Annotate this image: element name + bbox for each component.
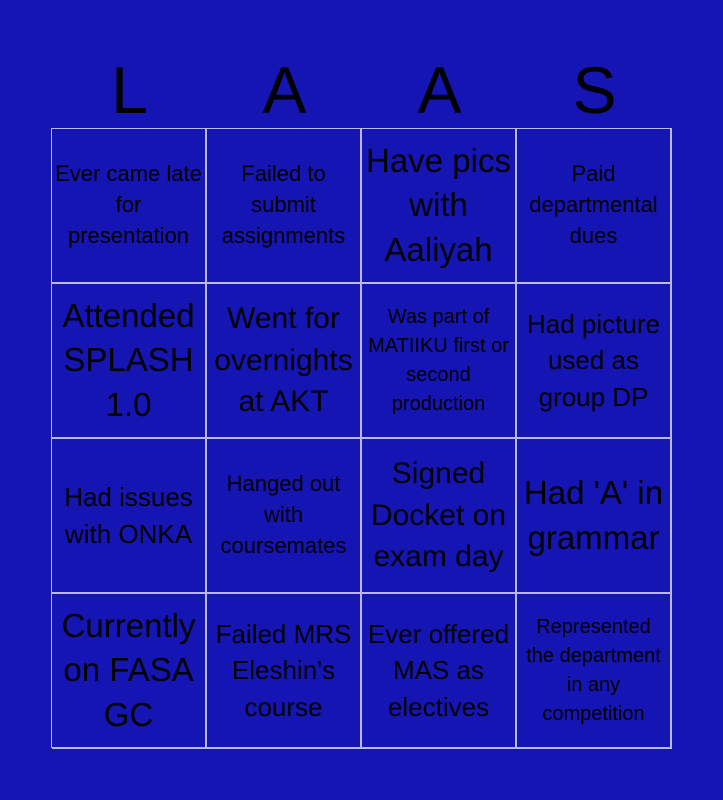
title-letter-1: L — [111, 53, 148, 127]
bingo-cell-r1c2[interactable] — [207, 129, 362, 284]
bingo-cell-r2c4[interactable] — [517, 284, 672, 439]
bingo-cell-text: Ever offered MAS as electives — [367, 618, 510, 722]
bingo-cell-text: Had 'A' in grammar — [523, 473, 664, 556]
bingo-cell-text: Signed Docket on exam day — [370, 457, 507, 574]
bingo-board — [51, 128, 672, 748]
bingo-cell-text: Currently on FASA GC — [61, 606, 196, 733]
bingo-cell-r3c1[interactable] — [52, 439, 207, 594]
bingo-cell-r1c4[interactable] — [517, 129, 672, 284]
bingo-cell-r3c4[interactable] — [517, 439, 672, 594]
bingo-cell-r4c2[interactable] — [207, 594, 362, 749]
bingo-cell-r4c3[interactable] — [362, 594, 517, 749]
bingo-title — [52, 50, 672, 130]
bingo-cell-r2c3[interactable] — [362, 284, 517, 439]
bingo-cell-text: Had picture used as group DP — [527, 308, 660, 412]
bingo-cell-r3c2[interactable] — [207, 439, 362, 594]
bingo-cell-text: Failed MRS Eleshin's course — [215, 618, 352, 722]
bingo-cell-text: Failed to submit assignments — [221, 161, 346, 248]
bingo-cell-r2c2[interactable] — [207, 284, 362, 439]
bingo-cell-r4c4[interactable] — [517, 594, 672, 749]
bingo-cell-r4c1[interactable] — [52, 594, 207, 749]
bingo-cell-r1c3[interactable] — [362, 129, 517, 284]
bingo-cell-text: Ever came late for presentation — [55, 161, 202, 248]
bingo-cell-text: Had issues with ONKA — [64, 482, 193, 549]
bingo-cell-text: Went for overnights at AKT — [214, 302, 353, 419]
bingo-cell-text: Have pics with Aaliyah — [366, 141, 511, 268]
title-letter-4: S — [572, 53, 617, 127]
bingo-cell-r3c3[interactable] — [362, 439, 517, 594]
bingo-cell-text: Was part of MATIIKU first or second production — [368, 305, 509, 415]
bingo-cell-text: Hanged out with coursemates — [220, 471, 347, 558]
title-letter-3: A — [417, 53, 462, 127]
bingo-cell-text: Represented the department in any competition — [526, 615, 661, 725]
bingo-cell-r2c1[interactable] — [52, 284, 207, 439]
bingo-cell-text: Paid departmental dues — [529, 161, 658, 248]
title-letter-2: A — [262, 53, 307, 127]
bingo-cell-r1c1[interactable] — [52, 129, 207, 284]
bingo-cell-text: Attended SPLASH 1.0 — [62, 296, 195, 423]
